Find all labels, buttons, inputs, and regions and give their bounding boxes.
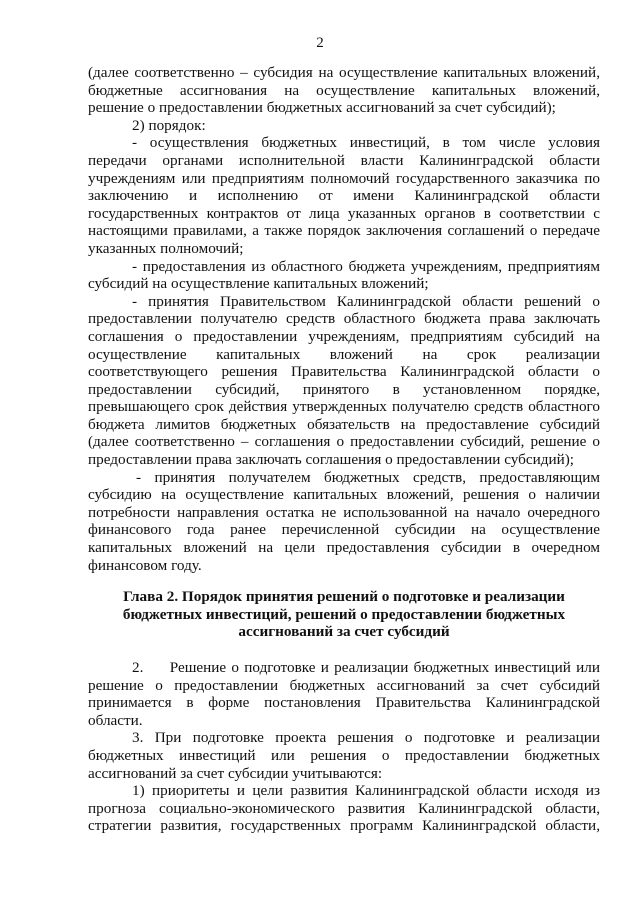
- text-line: предоставлении получателю средств областного бюджета права заключать: [88, 310, 600, 328]
- text-line: (далее соответственно – субсидия на осуществление капитальных вложений,: [88, 64, 600, 81]
- text-line: превышающего срок действия утвержденных получателю средств областного: [88, 398, 600, 416]
- body-text-upper: [88, 64, 600, 574]
- text-line: бюджетных инвестиций или решения о предоставлении бюджетных: [88, 746, 600, 764]
- text-line: - предоставления из областного бюджета учреждениям, предприятиям: [132, 257, 600, 275]
- text-line: - осуществления бюджетных инвестиций, в том числе условия: [132, 134, 600, 152]
- text-line: 3. При подготовке проекта решения о подготовке и реализации: [132, 729, 600, 747]
- text-line: бюджетных инвестиций, решений о предоставлении бюджетных: [122, 605, 566, 623]
- text-line: передачи органами исполнительной власти Калининградской области: [88, 151, 600, 169]
- body-text-lower: [88, 659, 600, 835]
- text-line: - принятия получателем бюджетных средств, предоставляющим: [136, 468, 600, 486]
- text-line: соответствующего решения Правительства Калининградской области о: [88, 363, 600, 381]
- text-line: осуществление капитальных вложений на срок реализации: [88, 345, 600, 363]
- text-line: предоставлении права заключать соглашения о предоставлении субсидий);: [88, 451, 575, 469]
- text-line: ассигнований за счет субсидии учитываются:: [88, 764, 383, 782]
- text-line: капитальных вложений на цели предоставления субсидии в очередном: [88, 539, 600, 557]
- text-line: стратегии развития, государственных программ Калининградской области,: [88, 817, 600, 835]
- text-line: бюджетные ассигнования на осуществление капитальных вложений,: [88, 81, 600, 99]
- text-line: соглашения о предоставлении учреждениям, предприятиям субсидий на: [88, 327, 600, 345]
- text-line: прогноза социально-экономического развития Калининградской области,: [88, 799, 600, 817]
- text-line: 1) приоритеты и цели развития Калининградской области исходя из: [132, 782, 600, 800]
- text-line: 2. Решение о подготовке и реализации бюджетных инвестиций или: [132, 659, 600, 676]
- text-line: финансового года ранее перечисленной субсидии на осуществление: [88, 521, 600, 539]
- text-line: субсидию на осуществление капитальных вложений, решения о наличии: [88, 486, 600, 504]
- text-line: решение о предоставлении бюджетных ассигнований за счет субсидий);: [88, 99, 556, 117]
- text-line: заключению и исполнению от имени Калининградской области: [88, 187, 600, 205]
- text-line: 2) порядок:: [132, 116, 206, 134]
- text-line: государственных контрактов от лица указанных органов в соответствии с: [88, 204, 600, 222]
- text-line: потребности направления остатка не использованной на начало очередного: [88, 503, 600, 521]
- text-line: ассигнований за счет субсидий: [238, 623, 450, 641]
- text-line: предоставлении субсидий, принятого в установленном порядке,: [88, 380, 600, 398]
- text-line: субсидий на осуществление капитальных вложений;: [88, 275, 429, 293]
- page-number: 2: [316, 35, 324, 51]
- text-line: финансовом году.: [88, 556, 202, 574]
- text-line: указанных полномочий;: [88, 239, 244, 257]
- text-line: принимается в форме постановления Правительства Калининградской: [88, 694, 600, 712]
- text-line: бюджета лимитов бюджетных обязательств на предоставление субсидий: [88, 415, 600, 433]
- text-line: настоящими правилами, а также порядок заключения соглашений о передаче: [88, 222, 600, 240]
- text-line: учреждениям или предприятиям полномочий государственного заказчика по: [88, 169, 600, 187]
- text-line: - принятия Правительством Калининградской области решений о: [132, 292, 600, 310]
- text-line: Глава 2. Порядок принятия решений о подготовке и реализации: [123, 588, 565, 605]
- text-line: (далее соответственно – соглашения о предоставлении субсидий, решение о: [88, 433, 600, 451]
- text-line: решение о предоставлении бюджетных ассигнований за счет субсидий: [88, 676, 600, 694]
- chapter-heading: [88, 588, 600, 641]
- text-line: области.: [88, 711, 143, 729]
